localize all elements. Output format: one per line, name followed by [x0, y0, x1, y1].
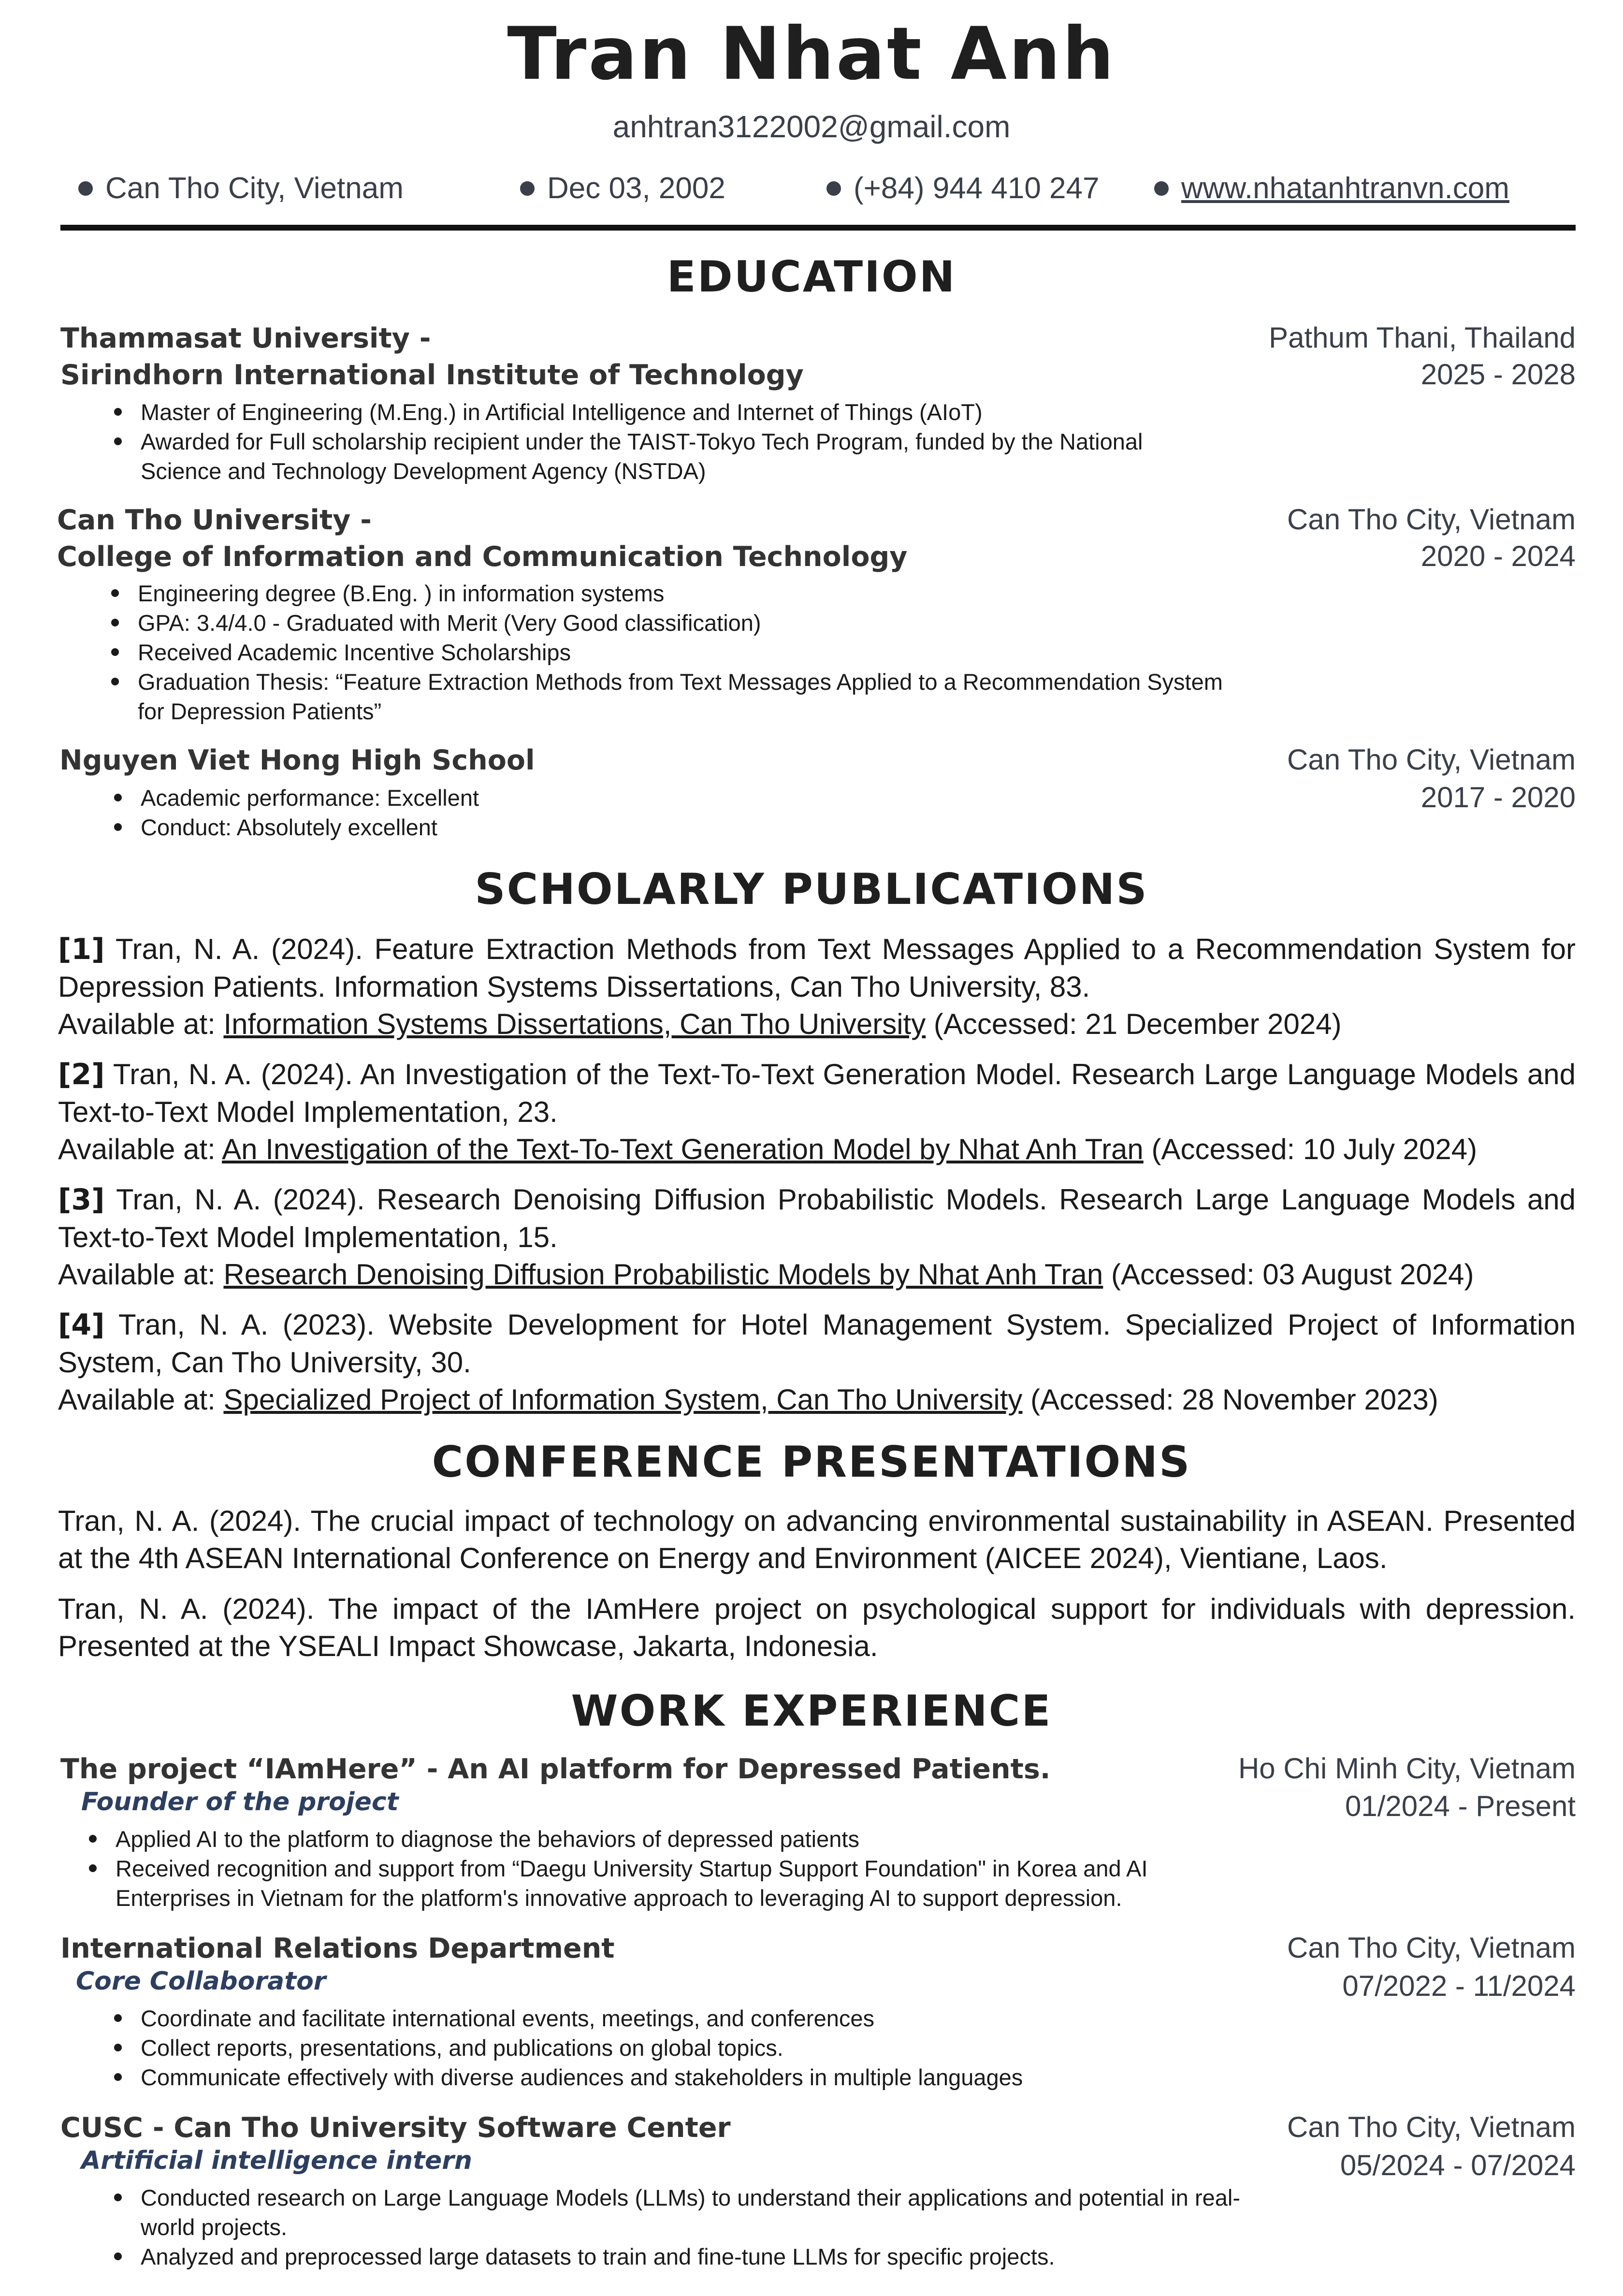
education-org-line1: Nguyen Viet Hong High School: [59, 744, 535, 776]
work-bullets: [114, 2004, 1274, 2092]
work-bullets: [89, 1824, 1249, 1913]
list-item: Applied AI to the platform to diagnose the behaviors of depressed patients: [89, 1824, 1249, 1854]
list-item: Received Academic Incentive Scholarships: [111, 638, 1223, 667]
publication-number: [1]: [58, 932, 105, 966]
education-org-line2: Sirindhorn International Institute of Technology: [60, 359, 804, 391]
accessed-date: (Accessed: 03 August 2024): [1111, 1258, 1474, 1291]
publication-availability: [58, 1256, 1576, 1293]
education-bullets: [111, 579, 1223, 726]
email-address[interactable]: anhtran3122002@gmail.com: [612, 109, 1011, 144]
candidate-name: Tran Nhat Anh: [507, 12, 1116, 96]
publication-availability: [58, 1381, 1576, 1418]
contact-location: [78, 167, 404, 210]
list-item: GPA: 3.4/4.0 - Graduated with Merit (Very Good classification): [111, 608, 1223, 638]
accessed-date: (Accessed: 10 July 2024): [1151, 1133, 1478, 1165]
conference-item-2: Tran, N. A. (2024). The impact of the IAmHere project on psychological support for individuals with depression. Presented at the YSEALI Impact Showcase, Jakarta, Indonesia.: [58, 1593, 1576, 1662]
publication-link[interactable]: An Investigation of the Text-To-Text Generation Model by Nhat Anh Tran: [222, 1133, 1144, 1165]
work-heading: WORK EXPERIENCE: [571, 1686, 1052, 1736]
work-role: Founder of the project: [81, 1787, 399, 1816]
accessed-date: (Accessed: 21 December 2024): [933, 1008, 1342, 1040]
bullet-dot-icon: [520, 181, 535, 196]
conferences-heading: CONFERENCE PRESENTATIONS: [432, 1437, 1191, 1487]
education-dates: 2017 - 2020: [1420, 781, 1576, 814]
bullet-dot-icon: [1154, 181, 1169, 196]
website-link[interactable]: www.nhatanhtranvn.com: [1181, 172, 1509, 205]
work-org: The project “IAmHere” - An AI platform for Depressed Patients.: [60, 1753, 1051, 1785]
contact-phone: [826, 167, 1099, 210]
available-label: Available at:: [58, 1133, 216, 1165]
list-item: Graduation Thesis: “Feature Extraction Methods from Text Messages Applied to a Recommendation System for Depression Patients”: [111, 667, 1223, 726]
publication-citation: Tran, N. A. (2024). Feature Extraction Methods from Text Messages Applied to a Recommendation System for Depression Patients. Information Systems Dissertations, Can Tho University, 83.: [58, 933, 1576, 1003]
education-heading: EDUCATION: [667, 252, 956, 302]
publication-item-4: [58, 1306, 1576, 1418]
list-item: Master of Engineering (M.Eng.) in Artificial Intelligence and Internet of Things (AIoT): [114, 397, 1226, 427]
work-location: Ho Chi Minh City, Vietnam: [1238, 1752, 1576, 1785]
education-location: Pathum Thani, Thailand: [1269, 321, 1576, 354]
publication-link[interactable]: Information Systems Dissertations, Can Tho University: [223, 1008, 926, 1040]
work-bullets: [114, 2183, 1240, 2271]
work-dates: 01/2024 - Present: [1345, 1790, 1576, 1822]
bullet-dot-icon: [826, 181, 841, 196]
publication-item-1: [58, 930, 1576, 1043]
education-org-line1: Thammasat University -: [60, 322, 431, 354]
contact-row: [0, 167, 1623, 210]
work-role: Artificial intelligence intern: [81, 2146, 472, 2175]
education-location: Can Tho City, Vietnam: [1287, 743, 1576, 776]
education-dates: 2025 - 2028: [1420, 358, 1576, 391]
publication-availability: [58, 1005, 1576, 1043]
phone-text: (+84) 944 410 247: [854, 172, 1100, 205]
list-item: Academic performance: Excellent: [114, 783, 1226, 813]
list-item: Conduct: Absolutely excellent: [114, 813, 1226, 842]
education-bullets: [114, 783, 1226, 842]
publication-link[interactable]: Research Denoising Diffusion Probabilistic Models by Nhat Anh Tran: [223, 1258, 1103, 1291]
list-item: Engineering degree (B.Eng. ) in information systems: [111, 579, 1223, 608]
header-divider: [60, 225, 1576, 231]
publication-item-2: [58, 1056, 1576, 1168]
work-org: CUSC - Can Tho University Software Center: [60, 2112, 731, 2144]
work-org: International Relations Department: [60, 1933, 615, 1964]
publication-citation: Tran, N. A. (2023). Website Development for Hotel Management System. Specialized Project of Information System, Can Tho University, 30.: [58, 1308, 1576, 1379]
publication-number: [2]: [58, 1058, 105, 1091]
work-location: Can Tho City, Vietnam: [1287, 1932, 1576, 1964]
available-label: Available at:: [58, 1383, 216, 1416]
publication-item-3: [58, 1181, 1576, 1293]
publication-citation: Tran, N. A. (2024). An Investigation of the Text-To-Text Generation Model. Research Large Language Models and Text-to-Text Model Implementation, 23.: [58, 1058, 1576, 1128]
list-item: Received recognition and support from “Daegu University Startup Support Foundation" in Korea and AI Enterprises in Vietnam for the platform's innovative approach to leveraging AI to support depression.: [89, 1854, 1249, 1913]
location-text: Can Tho City, Vietnam: [105, 172, 404, 205]
available-label: Available at:: [58, 1258, 216, 1291]
publication-link[interactable]: Specialized Project of Information System, Can Tho University: [223, 1383, 1023, 1416]
work-dates: 05/2024 - 07/2024: [1340, 2149, 1576, 2181]
work-dates: 07/2022 - 11/2024: [1342, 1970, 1576, 2002]
education-org-line2: College of Information and Communication Technology: [57, 541, 908, 573]
publications-heading: SCHOLARLY PUBLICATIONS: [475, 864, 1148, 914]
list-item: Communicate effectively with diverse audiences and stakeholders in multiple languages: [114, 2063, 1274, 2092]
publication-number: [4]: [58, 1308, 105, 1342]
education-org-line1: Can Tho University -: [57, 504, 372, 536]
accessed-date: (Accessed: 28 November 2023): [1030, 1383, 1438, 1416]
education-dates: 2020 - 2024: [1420, 540, 1576, 572]
education-bullets: [114, 397, 1226, 486]
list-item: Awarded for Full scholarship recipient under the TAIST-Tokyo Tech Program, funded by the National Science and Technology Development Agency (NSTDA): [114, 427, 1226, 486]
contact-birthdate: [520, 167, 725, 210]
list-item: Analyzed and preprocessed large datasets to train and fine-tune LLMs for specific projects.: [114, 2242, 1240, 2271]
list-item: Collect reports, presentations, and publications on global topics.: [114, 2033, 1274, 2063]
work-location: Can Tho City, Vietnam: [1287, 2111, 1576, 2143]
birthdate-text: Dec 03, 2002: [547, 172, 725, 205]
work-role: Core Collaborator: [76, 1967, 326, 1996]
bullet-dot-icon: [78, 181, 93, 196]
contact-website: [1154, 167, 1509, 210]
available-label: Available at:: [58, 1008, 216, 1040]
list-item: Coordinate and facilitate international events, meetings, and conferences: [114, 2004, 1274, 2033]
list-item: Conducted research on Large Language Models (LLMs) to understand their applications and potential in real-world projects.: [114, 2183, 1240, 2242]
education-location: Can Tho City, Vietnam: [1287, 503, 1576, 536]
publication-availability: [58, 1131, 1576, 1168]
publication-citation: Tran, N. A. (2024). Research Denoising Diffusion Probabilistic Models. Research Large Language Models and Text-to-Text Model Implementation, 15.: [58, 1183, 1576, 1253]
conference-item-1: Tran, N. A. (2024). The crucial impact of technology on advancing environmental sustainability in ASEAN. Presented at the 4th ASEAN International Conference on Energy and Environment (AICEE 2024), Vientiane, Laos.: [58, 1505, 1576, 1574]
publication-number: [3]: [58, 1183, 105, 1217]
